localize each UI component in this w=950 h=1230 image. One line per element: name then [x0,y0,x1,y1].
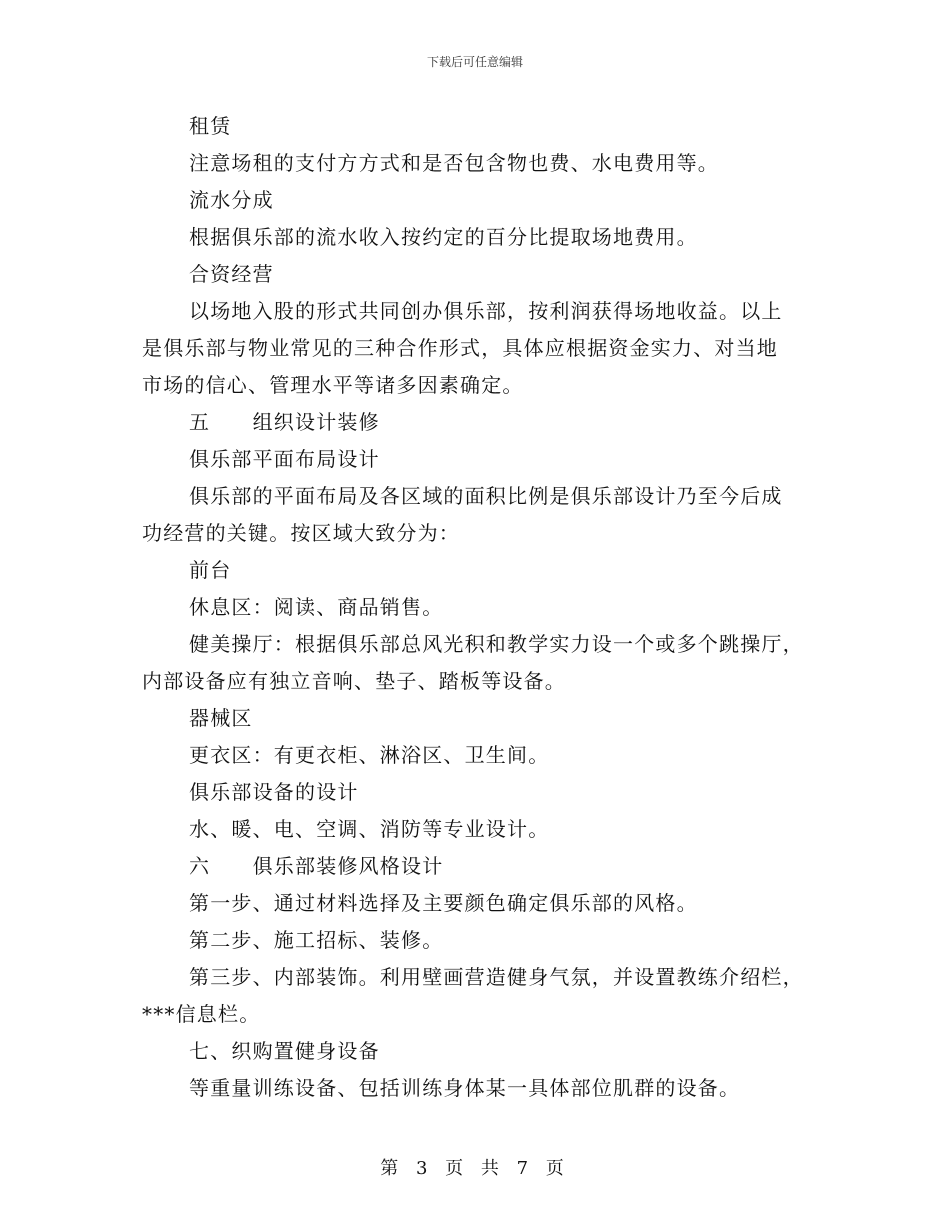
paragraph-line: 注意场租的支付方方式和是否包含物也费、水电费用等。 [189,151,719,175]
paragraph-line: 市场的信心、管理水平等诸多因素确定。 [142,373,524,397]
paragraph-line: 休息区：阅读、商品销售。 [189,595,444,619]
paragraph-line: 租赁 [189,114,232,138]
page-header: 下载后可任意编辑 [426,55,523,69]
paragraph-line: ***信息栏。 [142,1002,261,1026]
section-heading: 七、织购置健身设备 [189,1039,380,1063]
paragraph-line: 前台 [189,558,232,582]
document-body [142,108,812,1107]
paragraph-line: 更衣区：有更衣柜、淋浴区、卫生间。 [189,743,550,767]
paragraph-line: 健美操厅：根据俱乐部总风光积和教学实力设一个或多个跳操厅， [189,632,804,656]
paragraph-line: 流水分成 [189,188,274,212]
section-heading: 六 俱乐部装修风格设计 [189,854,444,878]
paragraph-line: 器械区 [189,706,253,730]
paragraph-line: 俱乐部平面布局设计 [189,447,380,471]
paragraph-line: 合资经营 [189,262,274,286]
paragraph-line: 根据俱乐部的流水收入按约定的百分比提取场地费用。 [189,225,698,249]
paragraph-line: 第三步、内部装饰。利用壁画营造健身气氛，并设置教练介绍栏， [189,965,804,989]
paragraph-line: 第二步、施工招标、装修。 [189,928,444,952]
paragraph-line: 俱乐部的平面布局及各区域的面积比例是俱乐部设计乃至今后成 [189,484,783,508]
paragraph-line: 内部设备应有独立音响、垫子、踏板等设备。 [142,669,566,693]
paragraph-line: 以场地入股的形式共同创办俱乐部，按利润获得场地收益。以上 [189,299,783,323]
paragraph-line: 是俱乐部与物业常见的三种合作形式，具体应根据资金实力、对当地 [142,336,778,360]
section-heading: 五 组织设计装修 [189,410,380,434]
paragraph-line: 功经营的关键。按区域大致分为： [142,521,460,545]
paragraph-line: 俱乐部设备的设计 [189,780,359,804]
paragraph-line: 等重量训练设备、包括训练身体某一具体部位肌群的设备。 [189,1076,741,1100]
paragraph-line: 水、暖、电、空调、消防等专业设计。 [189,817,550,841]
page-number: 第 3 页 共 7 页 [380,1158,570,1179]
paragraph-line: 第一步、通过材料选择及主要颜色确定俱乐部的风格。 [189,891,698,915]
